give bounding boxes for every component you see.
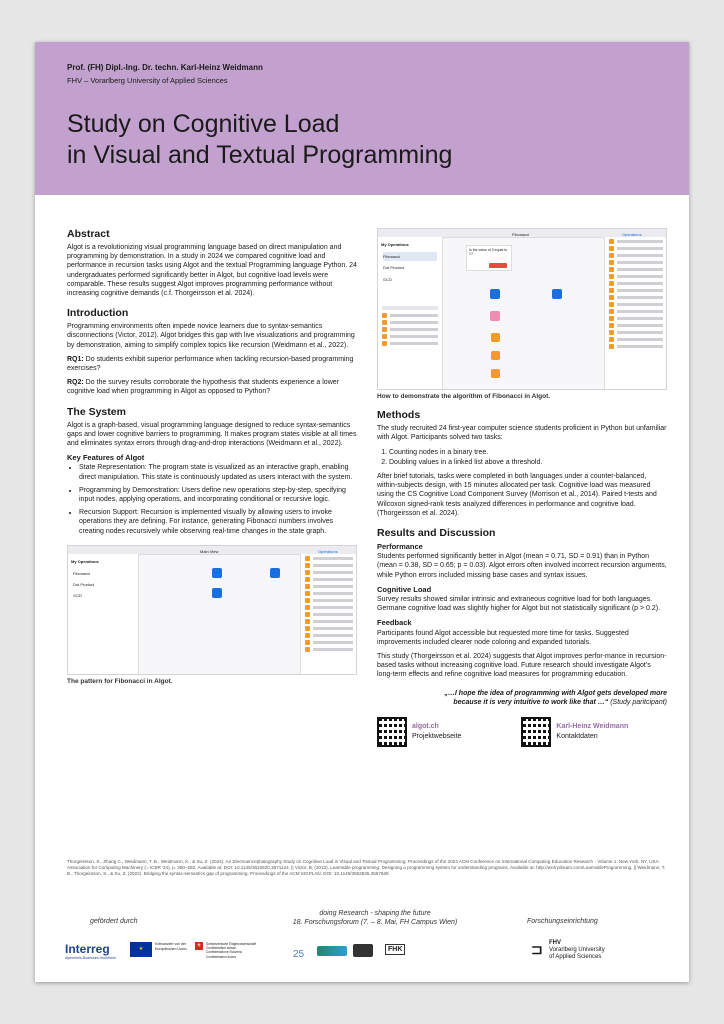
quote-line-2: because it is very intuitive to work like that …“ (Study paritcipant) xyxy=(453,698,667,706)
contact-link[interactable] xyxy=(521,717,628,747)
figure-caption-demo: How to demonstrate the algorithm of Fibonacci in Algot. xyxy=(377,393,551,400)
operations-palette xyxy=(604,237,667,389)
palette-item[interactable] xyxy=(305,577,353,582)
step-item[interactable] xyxy=(382,327,438,332)
site-subtitle: Projektwebseite xyxy=(412,732,462,740)
palette-item[interactable] xyxy=(305,612,353,617)
site-title: algot.ch xyxy=(412,723,439,731)
rq2 xyxy=(67,378,357,396)
funded-by-label: gefördert durch xyxy=(90,918,138,925)
step-item[interactable] xyxy=(382,341,438,346)
methods-section xyxy=(377,409,667,518)
introduction-text: Programming environments often impede novice learners due to syntax-semantics disconnections (Victor, 2012). Algot bridges this gap with live visualizations and programming by demonstration, aiming to simplify complex topics like recursion (Weidmann et al., 2022). xyxy=(67,323,355,349)
cognitive-load-heading: Cognitive Load xyxy=(377,584,432,594)
graph-node[interactable] xyxy=(491,351,500,360)
palette-item[interactable] xyxy=(609,267,663,272)
palette-item[interactable] xyxy=(305,591,353,596)
dialog-no-button[interactable] xyxy=(489,263,507,268)
palette-item[interactable] xyxy=(305,563,353,568)
partner-logo-2 xyxy=(353,944,373,957)
palette-item[interactable] xyxy=(609,316,663,321)
abstract-section xyxy=(67,228,357,298)
right-panel-title: Operations xyxy=(622,232,642,237)
fhv-logo-icon: ⊐ xyxy=(531,941,543,957)
features-heading: Key Features of Algot xyxy=(67,453,145,463)
left-column xyxy=(67,228,357,686)
interreg-logo: Interreg Alpenrhein-Bodensee-Hochrhein xyxy=(65,942,116,960)
step-item[interactable] xyxy=(382,313,438,318)
eu-cofunded-text: Kofinanziert von der Europäischen Union xyxy=(155,942,187,951)
palette-item[interactable] xyxy=(609,323,663,328)
right-panel-title: Operations xyxy=(318,548,338,554)
rq1 xyxy=(67,355,357,373)
poster-header xyxy=(35,42,689,195)
tasks-list xyxy=(377,448,667,467)
graph-node[interactable] xyxy=(212,588,222,598)
results-section xyxy=(377,527,667,680)
feature-item: • Recursion Support: Recursion is implemented visually by allowing users to invoke operations they are defining. For instance, generating Fibonacci numbers involves creating nodes recursively while observing real-time changes in the state graph. xyxy=(79,508,357,536)
partner-logo xyxy=(317,946,347,956)
task-item: 1. Counting nodes in a binary tree. xyxy=(389,448,667,457)
sidebar-title: My Operations xyxy=(381,242,409,247)
palette-item[interactable] xyxy=(305,598,353,603)
palette-item[interactable] xyxy=(609,239,663,244)
palette-item[interactable] xyxy=(305,647,353,652)
task-item: 2. Doubling values in a linked list above a threshold. xyxy=(389,458,667,467)
palette-item[interactable] xyxy=(305,626,353,631)
palette-item[interactable] xyxy=(305,633,353,638)
palette-item[interactable] xyxy=(305,556,353,561)
divider xyxy=(382,306,438,310)
contact-title: Karl-Heinz Weidmann xyxy=(556,723,629,731)
institution-label: Forschungseinrichtung xyxy=(527,918,598,925)
sidebar-title: My Operations xyxy=(71,558,99,564)
feature-item: • State Representation: The program state is visualized as an interactive graph, enabling direct manipulation. This state is continuously updated as users interact with the system. xyxy=(79,463,357,481)
condition-dialog[interactable] xyxy=(466,245,512,271)
poster xyxy=(35,42,689,982)
sidebar-item-dot-product[interactable]: Dot Product xyxy=(73,582,95,588)
author-name: Prof. (FH) Dipl.-Ing. Dr. techn. Karl-Heinz Weidmann xyxy=(67,63,263,72)
palette-item[interactable] xyxy=(609,337,663,342)
methods-text: The study recruited 24 first-year computer science students proficient in Python but unfamiliar with Algot. Participants solved two tasks: xyxy=(377,425,667,442)
swiss-flag-icon: + xyxy=(195,942,203,950)
event-line-2: 18. Forschungsforum (7. – 8. Mai, FH Campus Wien) xyxy=(292,919,458,926)
sidebar-item-gcd[interactable]: GCD xyxy=(73,593,82,599)
performance-heading: Performance xyxy=(377,542,423,552)
title-line-2: in Visual and Textual Programming xyxy=(67,141,453,169)
participant-quote xyxy=(377,689,667,707)
results-heading: Results and Discussion xyxy=(377,527,496,540)
system-heading: The System xyxy=(67,405,126,418)
graph-node[interactable] xyxy=(270,568,280,578)
fibonacci-pattern-screenshot xyxy=(67,545,357,675)
quote-line-1: „…I hope the idea of programming with Algot gets developed more xyxy=(444,689,667,697)
title-line-1: Study on Cognitive Load xyxy=(67,110,340,138)
palette-item[interactable] xyxy=(609,302,663,307)
introduction-heading: Introduction xyxy=(67,307,129,320)
operations-palette xyxy=(300,554,357,674)
sidebar-item-dot-product[interactable]: Dot Product xyxy=(383,265,405,271)
graph-node[interactable] xyxy=(212,568,222,578)
figure-caption-pattern: The pattern for Fibonacci in Algot. xyxy=(67,677,173,685)
features-list xyxy=(67,463,357,535)
palette-item[interactable] xyxy=(305,570,353,575)
swiss-confederation-text: Schweizerische Eidgenossenschaft Confédération suisse Confederazione Svizzera Confederaziun svizra xyxy=(206,942,256,959)
project-website-link[interactable] xyxy=(377,717,461,747)
graph-node[interactable] xyxy=(491,333,500,342)
palette-item[interactable] xyxy=(609,281,663,286)
methods-heading: Methods xyxy=(377,409,421,422)
qr-code-icon xyxy=(521,717,551,747)
graph-node[interactable] xyxy=(491,369,500,378)
center-view-title: Fibonacci xyxy=(512,232,530,237)
operations-sidebar xyxy=(68,554,139,674)
cognitive-load-text: Survey results showed similar intrinsic and extraneous cognitive load for both languages. Germane cognitive load was slightly higher for Algot but not statistically significant (p > 0.2). xyxy=(377,596,661,613)
rq2-label: RQ2: xyxy=(67,379,84,387)
fhv-logo-text: FHV Vorarlberg University of Applied Sciences xyxy=(549,940,605,960)
palette-item[interactable] xyxy=(609,253,663,258)
palette-item[interactable] xyxy=(609,309,663,314)
step-item[interactable] xyxy=(382,334,438,339)
system-section xyxy=(67,406,357,536)
feature-item: • Programming by Demonstration: Users define new operations step-by-step, specifying input nodes, applying operations, and incorporating conditional or recursive logic. xyxy=(79,486,357,504)
references: Thorgeirsson, S., Zhang C., Weidmann, T. B., Weidmann, K., & Su, Z. (2024). An Electroencephalography Study on Cognitive Load in Visual and Textual Programming. Proceedings of the 2024 ACM Conference on International Computing Education Research - Volume 1. New York, NY, USA: Association for Computing Machinery (= ICER '24), p. 280–292. Available at: DOI: 10.1145/3632620.3671124. || Victor, B. (2012). Learnable programming: Designing a programming system for understanding programs. Available at: http://worrydream.com/LearnableProgramming. || Weidmann, T. B., Thorgeirsson, S., & Su, Z. (2022). Bridging the syntax-semantics gap of programming. Proceedings of the ACM SIGPLAN. DOI: 10.1145/3563835.3567668 xyxy=(67,859,666,876)
rq1-text: Do students exhibit superior performance when tackling recursion-based programming exercises? xyxy=(67,355,354,373)
system-text: Algot is a graph-based, visual programming language designed to reduce syntax-semantics gaps and lower cognitive barriers to programming. It makes program states visible at all times and eliminates syntax errors through drag-and-drop interactions (Weidmann et al., 2022). xyxy=(67,421,357,448)
sidebar-item-fibonacci[interactable]: Fibonacci xyxy=(383,252,437,261)
qr-code-icon xyxy=(377,717,407,747)
forschungsforum-logo: 25 xyxy=(293,949,305,960)
palette-item[interactable] xyxy=(305,605,353,610)
graph-node[interactable] xyxy=(552,289,562,299)
methods-text-2: After brief tutorials, tasks were completed in both languages under a counter-balanced, within-subjects design, with 15 minutes allocated per task. Cognitive load was measured using the CS Cognitive Load Component Survey (Morrison et al., 2014). Paired t-tests and Wilcoxon signed-rank tests analyzed differences in performance and cognitive load. (Thorgeirsson et al. 2024). xyxy=(377,473,657,517)
graph-node[interactable] xyxy=(490,289,500,299)
rq1-label: RQ1: xyxy=(67,355,84,363)
palette-item[interactable] xyxy=(305,640,353,645)
quote-attribution: (Study paritcipant) xyxy=(608,698,667,706)
palette-item[interactable] xyxy=(609,344,663,349)
palette-item[interactable] xyxy=(609,274,663,279)
operations-sidebar xyxy=(378,237,443,389)
palette-item[interactable] xyxy=(609,288,663,293)
eu-flag-icon: ★ xyxy=(130,942,152,957)
graph-node-highlight[interactable] xyxy=(490,311,500,321)
feedback-text: Participants found Algot accessible but requested more time for tasks. Suggested improvements included clearer node coloring and expanded tutorials. xyxy=(377,629,629,646)
abstract-heading: Abstract xyxy=(67,228,110,240)
palette-item[interactable] xyxy=(609,260,663,265)
fhk-logo: FHK xyxy=(385,944,405,955)
palette-item[interactable] xyxy=(609,295,663,300)
event-line-1: doing Research - shaping the future xyxy=(319,910,431,917)
palette-item[interactable] xyxy=(305,584,353,589)
fibonacci-demo-screenshot xyxy=(377,228,667,390)
footer xyxy=(35,900,689,982)
dialog-text: Is the value of 0 equal to 1? xyxy=(469,248,508,256)
palette-item[interactable] xyxy=(305,619,353,624)
step-item[interactable] xyxy=(382,320,438,325)
affiliation: FHV – Vorarlberg University of Applied Sciences xyxy=(67,76,228,85)
links-row xyxy=(377,717,667,747)
rq2-text: Do the survey results corroborate the hypothesis that students experience a lower cognitive load when programming in Algot as opposed to Python? xyxy=(67,379,339,396)
poster-title xyxy=(67,109,452,171)
sidebar-item-fibonacci[interactable]: Fibonacci xyxy=(73,571,91,577)
center-view-title: Main View xyxy=(200,548,219,554)
palette-item[interactable] xyxy=(609,330,663,335)
abstract-text: Algot is a revolutionizing visual programming language based on direct manipulation and programming by demonstration. In a study in 2024 we compared cognitive load and performance in recursion tasks using Algot and the textual Programming language Python. 24 undergraduates performed significantly better in Algot, but cognitive load levels were comparable. These results suggest Algot improves programming performance without increasing cognitive demands (c.f. Thorgeirsson et al. 2024). xyxy=(67,244,357,298)
sidebar-item-gcd[interactable]: GCD xyxy=(383,276,392,282)
right-column xyxy=(377,228,667,747)
conclusion-text: This study (Thorgeirsson et al. 2024) suggests that Algot improves perfor-mance in recursion-based tasks without increasing cognitive load. Future research should investigate Algot's long-term effects and refine cognitive load measures for programming education. xyxy=(377,653,667,679)
contact-subtitle: Kontaktdaten xyxy=(556,732,598,740)
palette-item[interactable] xyxy=(609,246,663,251)
performance-text: Students performed significantly better in Algot (mean = 0.71, SD = 0.91) than in Python (mean = 0.38, SD = 0.65; p = 0.03). Algot errors often involved incorrect recursion arguments, while Python errors included missing base cases and syntax issues. xyxy=(377,553,667,579)
feedback-heading: Feedback xyxy=(377,618,412,628)
introduction-section xyxy=(67,307,357,396)
